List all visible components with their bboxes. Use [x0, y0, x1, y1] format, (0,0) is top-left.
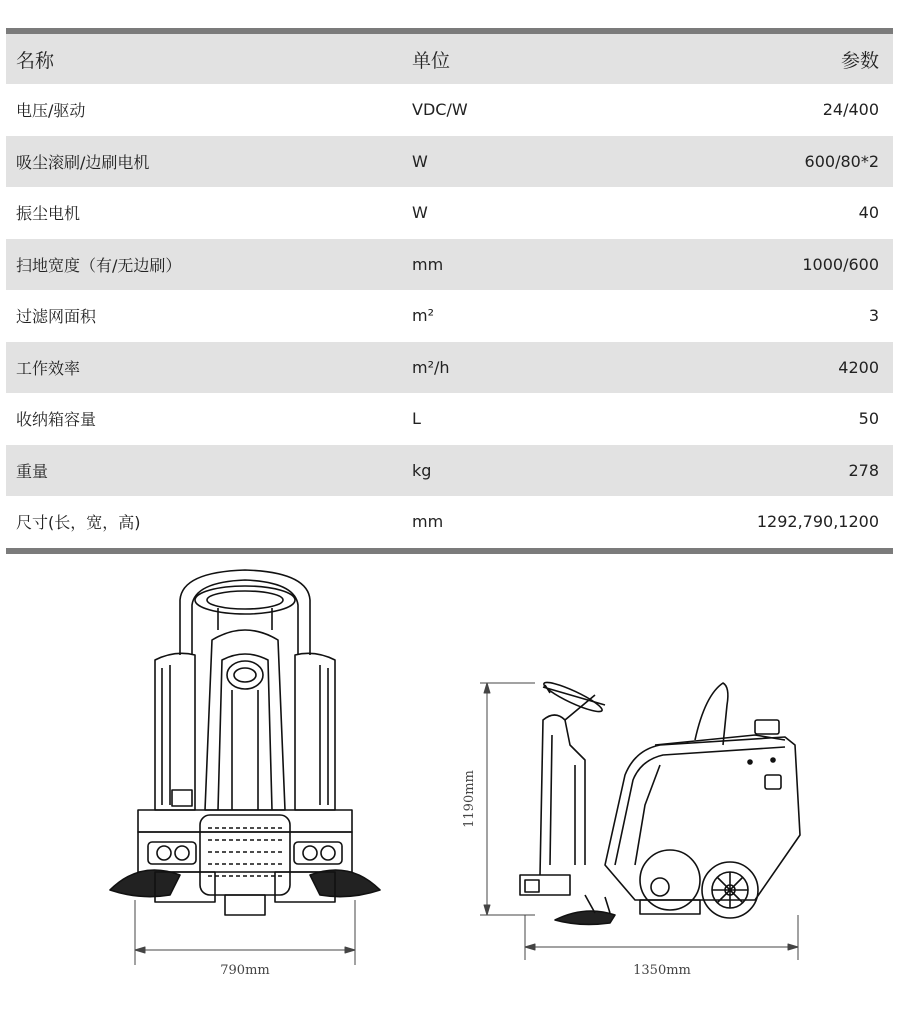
spec-table — [6, 28, 893, 554]
table-row — [6, 187, 893, 239]
front-view-drawing — [100, 560, 390, 990]
row-value: 600/80*2 — [804, 151, 879, 171]
row-value: 1292,790,1200 — [756, 512, 879, 532]
row-unit: W — [412, 151, 428, 171]
front-width-label: 790mm — [220, 963, 270, 978]
table-row — [6, 342, 893, 394]
row-unit: m²/h — [412, 357, 450, 377]
row-unit: W — [412, 203, 428, 223]
side-view-drawing — [455, 665, 815, 985]
table-row — [6, 445, 893, 497]
table-row — [6, 136, 893, 188]
row-name: 电压/驱动 — [16, 101, 86, 121]
row-unit: VDC/W — [412, 100, 468, 120]
side-height-label: 1190mm — [462, 770, 477, 828]
row-unit: mm — [412, 512, 444, 532]
row-value: 3 — [868, 306, 879, 326]
row-name: 收纳箱容量 — [16, 410, 97, 430]
row-unit: m² — [412, 306, 434, 326]
row-value: 50 — [858, 409, 879, 429]
row-value: 40 — [858, 203, 879, 223]
row-name: 扫地宽度（有/无边刷） — [16, 255, 182, 275]
row-value: 1000/600 — [802, 254, 879, 274]
table-header-row — [6, 34, 893, 84]
row-name: 振尘电机 — [16, 204, 81, 224]
row-unit: kg — [412, 460, 432, 480]
row-unit: mm — [412, 254, 444, 274]
table-row — [6, 84, 893, 136]
header-value: 参数 — [840, 49, 879, 72]
table-row — [6, 239, 893, 291]
table-bottom-rule — [6, 548, 893, 554]
row-name: 过滤网面积 — [16, 307, 97, 327]
row-name: 重量 — [16, 461, 49, 481]
row-value: 4200 — [838, 357, 879, 377]
header-name: 名称 — [16, 49, 55, 72]
header-unit: 单位 — [412, 49, 451, 72]
table-row — [6, 290, 893, 342]
row-name: 尺寸(长，宽，高) — [16, 513, 141, 533]
row-value: 24/400 — [822, 100, 879, 120]
table-row — [6, 393, 893, 445]
row-name: 吸尘滚刷/边刷电机 — [16, 152, 150, 172]
table-row — [6, 496, 893, 548]
row-name: 工作效率 — [16, 358, 81, 378]
row-value: 278 — [848, 460, 879, 480]
side-length-label: 1350mm — [633, 963, 691, 978]
row-unit: L — [412, 409, 421, 429]
